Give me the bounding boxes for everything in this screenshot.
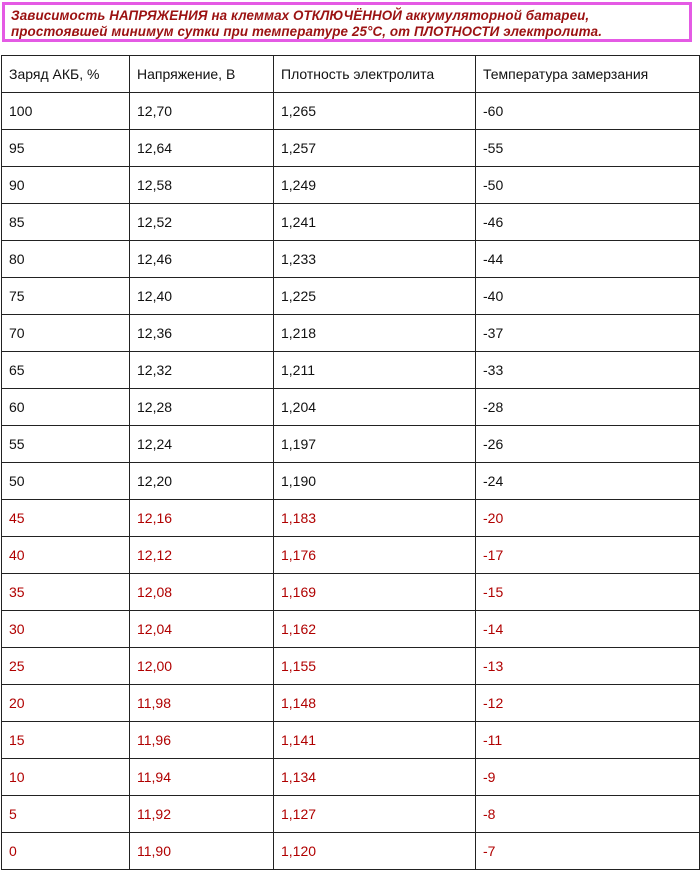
cell-voltage: 12,24 — [130, 426, 274, 463]
table-body — [2, 93, 700, 870]
table-row — [2, 537, 700, 574]
cell-voltage: 12,40 — [130, 278, 274, 315]
table-row — [2, 204, 700, 241]
cell-voltage: 12,64 — [130, 130, 274, 167]
cell-freeze-temp: -24 — [476, 463, 700, 500]
header-voltage: Напряжение, В — [130, 56, 274, 93]
cell-freeze-temp: -44 — [476, 241, 700, 278]
cell-freeze-temp: -15 — [476, 574, 700, 611]
cell-density: 1,162 — [274, 611, 476, 648]
cell-density: 1,218 — [274, 315, 476, 352]
cell-freeze-temp: -17 — [476, 537, 700, 574]
table-row — [2, 722, 700, 759]
cell-freeze-temp: -55 — [476, 130, 700, 167]
cell-freeze-temp: -50 — [476, 167, 700, 204]
cell-charge: 90 — [2, 167, 130, 204]
cell-density: 1,249 — [274, 167, 476, 204]
cell-charge: 75 — [2, 278, 130, 315]
table-row — [2, 315, 700, 352]
cell-charge: 100 — [2, 93, 130, 130]
title-line-1: Зависимость НАПРЯЖЕНИЯ на клеммах ОТКЛЮЧЁННОЙ аккумуляторной батареи, — [11, 8, 590, 23]
cell-freeze-temp: -9 — [476, 759, 700, 796]
cell-freeze-temp: -12 — [476, 685, 700, 722]
cell-voltage: 11,90 — [130, 833, 274, 870]
cell-freeze-temp: -37 — [476, 315, 700, 352]
cell-voltage: 12,58 — [130, 167, 274, 204]
cell-charge: 35 — [2, 574, 130, 611]
cell-density: 1,134 — [274, 759, 476, 796]
cell-density: 1,127 — [274, 796, 476, 833]
cell-charge: 25 — [2, 648, 130, 685]
cell-voltage: 12,08 — [130, 574, 274, 611]
cell-density: 1,233 — [274, 241, 476, 278]
cell-density: 1,141 — [274, 722, 476, 759]
table-row — [2, 93, 700, 130]
cell-density: 1,265 — [274, 93, 476, 130]
cell-charge: 95 — [2, 130, 130, 167]
title-line-2: простоявшей минимум сутки при температуре 25°С, от ПЛОТНОСТИ электролита. — [11, 24, 603, 39]
cell-charge: 60 — [2, 389, 130, 426]
cell-freeze-temp: -40 — [476, 278, 700, 315]
cell-density: 1,176 — [274, 537, 476, 574]
cell-voltage: 12,46 — [130, 241, 274, 278]
table-row — [2, 426, 700, 463]
cell-freeze-temp: -20 — [476, 500, 700, 537]
cell-density: 1,211 — [274, 352, 476, 389]
table-row — [2, 463, 700, 500]
cell-freeze-temp: -33 — [476, 352, 700, 389]
table-row — [2, 389, 700, 426]
cell-charge: 50 — [2, 463, 130, 500]
cell-freeze-temp: -8 — [476, 796, 700, 833]
cell-voltage: 12,32 — [130, 352, 274, 389]
cell-charge: 10 — [2, 759, 130, 796]
table-row — [2, 611, 700, 648]
table-row — [2, 796, 700, 833]
cell-density: 1,155 — [274, 648, 476, 685]
cell-charge: 30 — [2, 611, 130, 648]
cell-density: 1,120 — [274, 833, 476, 870]
cell-freeze-temp: -7 — [476, 833, 700, 870]
table-row — [2, 241, 700, 278]
table-row — [2, 759, 700, 796]
cell-voltage: 12,36 — [130, 315, 274, 352]
header-charge: Заряд АКБ, % — [2, 56, 130, 93]
cell-density: 1,148 — [274, 685, 476, 722]
cell-voltage: 12,04 — [130, 611, 274, 648]
cell-density: 1,190 — [274, 463, 476, 500]
cell-voltage: 11,92 — [130, 796, 274, 833]
table-row — [2, 500, 700, 537]
cell-freeze-temp: -46 — [476, 204, 700, 241]
cell-density: 1,204 — [274, 389, 476, 426]
cell-voltage: 12,16 — [130, 500, 274, 537]
cell-charge: 20 — [2, 685, 130, 722]
table-row — [2, 574, 700, 611]
table-row — [2, 685, 700, 722]
cell-charge: 15 — [2, 722, 130, 759]
cell-charge: 55 — [2, 426, 130, 463]
cell-charge: 45 — [2, 500, 130, 537]
cell-density: 1,183 — [274, 500, 476, 537]
cell-density: 1,225 — [274, 278, 476, 315]
table-row — [2, 167, 700, 204]
cell-freeze-temp: -26 — [476, 426, 700, 463]
cell-density: 1,197 — [274, 426, 476, 463]
battery-table — [1, 55, 700, 870]
cell-density: 1,241 — [274, 204, 476, 241]
cell-voltage: 12,00 — [130, 648, 274, 685]
header-freeze-temp: Температура замерзания — [476, 56, 700, 93]
cell-freeze-temp: -13 — [476, 648, 700, 685]
table-row — [2, 278, 700, 315]
table-header-row — [2, 56, 700, 93]
cell-density: 1,169 — [274, 574, 476, 611]
cell-charge: 85 — [2, 204, 130, 241]
cell-voltage: 12,20 — [130, 463, 274, 500]
cell-freeze-temp: -28 — [476, 389, 700, 426]
cell-charge: 70 — [2, 315, 130, 352]
cell-voltage: 12,52 — [130, 204, 274, 241]
cell-freeze-temp: -60 — [476, 93, 700, 130]
cell-freeze-temp: -11 — [476, 722, 700, 759]
cell-charge: 80 — [2, 241, 130, 278]
cell-voltage: 12,12 — [130, 537, 274, 574]
cell-charge: 5 — [2, 796, 130, 833]
cell-density: 1,257 — [274, 130, 476, 167]
table-row — [2, 130, 700, 167]
cell-charge: 0 — [2, 833, 130, 870]
cell-charge: 65 — [2, 352, 130, 389]
cell-charge: 40 — [2, 537, 130, 574]
cell-voltage: 11,96 — [130, 722, 274, 759]
title-banner — [2, 2, 692, 42]
cell-voltage: 12,70 — [130, 93, 274, 130]
cell-voltage: 11,94 — [130, 759, 274, 796]
header-density: Плотность электролита — [274, 56, 476, 93]
cell-voltage: 11,98 — [130, 685, 274, 722]
cell-freeze-temp: -14 — [476, 611, 700, 648]
table-row — [2, 352, 700, 389]
cell-voltage: 12,28 — [130, 389, 274, 426]
table-row — [2, 648, 700, 685]
